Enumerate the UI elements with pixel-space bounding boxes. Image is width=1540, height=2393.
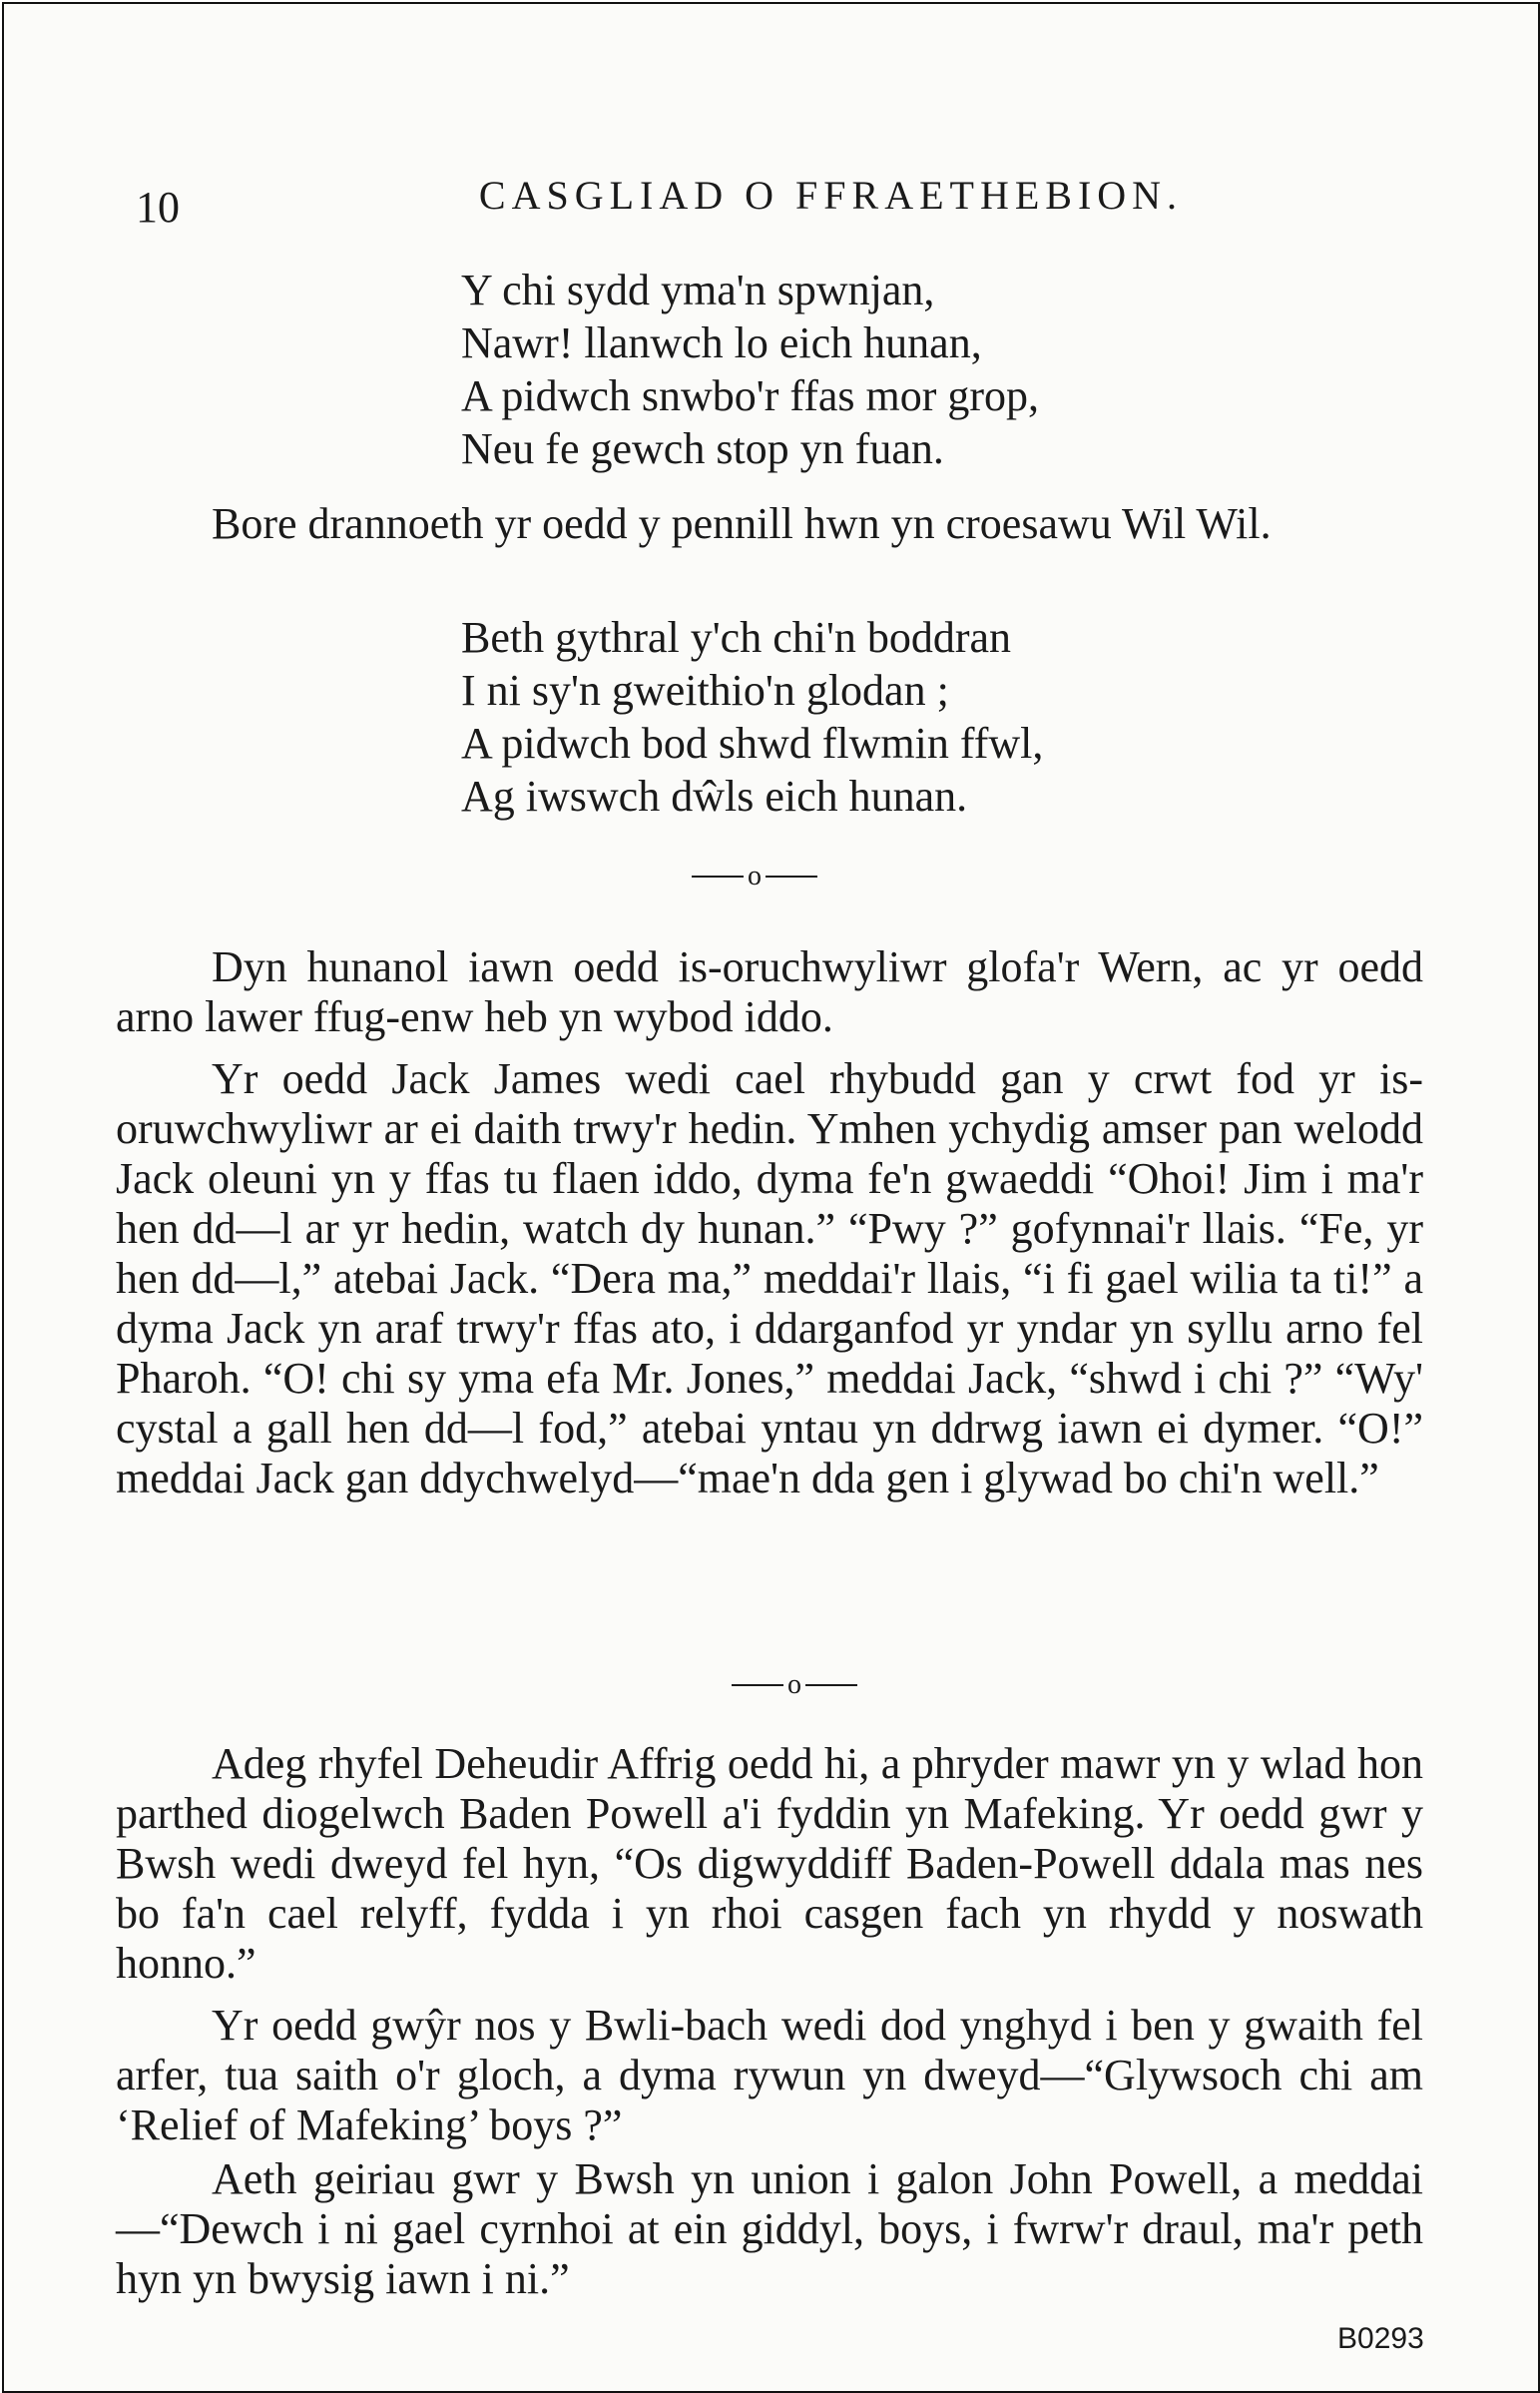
- divider-mark: o: [787, 1668, 801, 1700]
- verse-line: A pidwch bod shwd flwmin ffwl,: [461, 719, 1044, 768]
- verse-line: Y chi sydd yma'n spwnjan,: [461, 266, 935, 314]
- verse-line: I ni sy'n gweithio'n glodan ;: [461, 666, 949, 715]
- verse-stanza-1: [461, 264, 1039, 475]
- section-divider: [675, 861, 834, 891]
- paragraph-mafeking-end: Aeth geiriau gwr y Bwsh yn union i galon John Powell, a meddai—“Dewch i ni gael cyrnhoi at ein giddyl, boys, i fwrw'r draul, ma'r peth hyn yn bwysig iawn i ni.”: [116, 2154, 1423, 2303]
- verse-line: Neu fe gewch stop yn fuan.: [461, 424, 944, 473]
- divider-mark: o: [748, 860, 762, 892]
- verse-line: A pidwch snwbo'r ffas mor grop,: [461, 371, 1040, 420]
- verse-stanza-2: [461, 611, 1043, 823]
- archive-stamp: B0293: [1337, 2322, 1424, 2355]
- verse-line: Nawr! llanwch lo eich hunan,: [461, 318, 982, 367]
- paragraph-anecdote-body: Yr oedd Jack James wedi cael rhybudd gan y crwt fod yr is-oruwchwyliwr ar ei daith trwy'r hedin. Ymhen ychydig amser pan welodd Jack oleuni yn y ffas tu flaen iddo, dyma fe'n gwaeddi “Ohoi! Jim i ma'r hen dd—l ar yr hedin, watch dy hunan.” “Pwy ?” gofynnai'r llais. “Fe, yr hen dd—l,” atebai Jack. “Dera ma,” meddai'r llais, “i fi gael wilia ta ti!” a dyma Jack yn araf trwy'r ffas ato, i ddarganfod yr yndar yn syllu arno fel Pharoh. “O! chi sy yma efa Mr. Jones,” meddai Jack, “shwd i chi ?” “Wy' cystal a gall hen dd—l fod,” atebai yntau yn ddrwg iawn ei dymer. “O!” meddai Jack gan ddychwelyd—“mae'n dda gen i glywad bo chi'n well.”: [116, 1054, 1423, 1502]
- page-number: 10: [136, 183, 180, 232]
- page-frame: [2, 2, 1540, 2393]
- verse-line: Ag iwswch dŵls eich hunan.: [461, 772, 968, 821]
- paragraph-intro: Bore drannoeth yr oedd y pennill hwn yn croesawu Wil Wil.: [212, 499, 1272, 548]
- verse-line: Beth gythral y'ch chi'n boddran: [461, 613, 1012, 662]
- paragraph-anecdote-intro: Dyn hunanol iawn oedd is-oruchwyliwr glofa'r Wern, ac yr oedd arno lawer ffug-enw heb yn wybod iddo.: [116, 942, 1423, 1041]
- section-divider: [715, 1669, 874, 1699]
- running-title: CASGLIAD O FFRAETHEBION.: [478, 173, 1184, 218]
- paragraph-mafeking-intro: Adeg rhyfel Deheudir Affrig oedd hi, a phryder mawr yn y wlad hon parthed diogelwch Baden Powell a'i fyddin yn Mafeking. Yr oedd gwr y Bwsh wedi dweyd fel hyn, “Os digwyddiff Baden-Powell ddala mas nes bo fa'n cael relyff, fydda i yn rhoi casgen fach yn rhydd y noswath honno.”: [116, 1739, 1423, 1988]
- paragraph-mafeking-body: Yr oedd gwŷr nos y Bwli-bach wedi dod ynghyd i ben y gwaith fel arfer, tua saith o'r gloch, a dyma rywun yn dweyd—“Glywsoch chi am ‘Relief of Mafeking’ boys ?”: [116, 2001, 1423, 2149]
